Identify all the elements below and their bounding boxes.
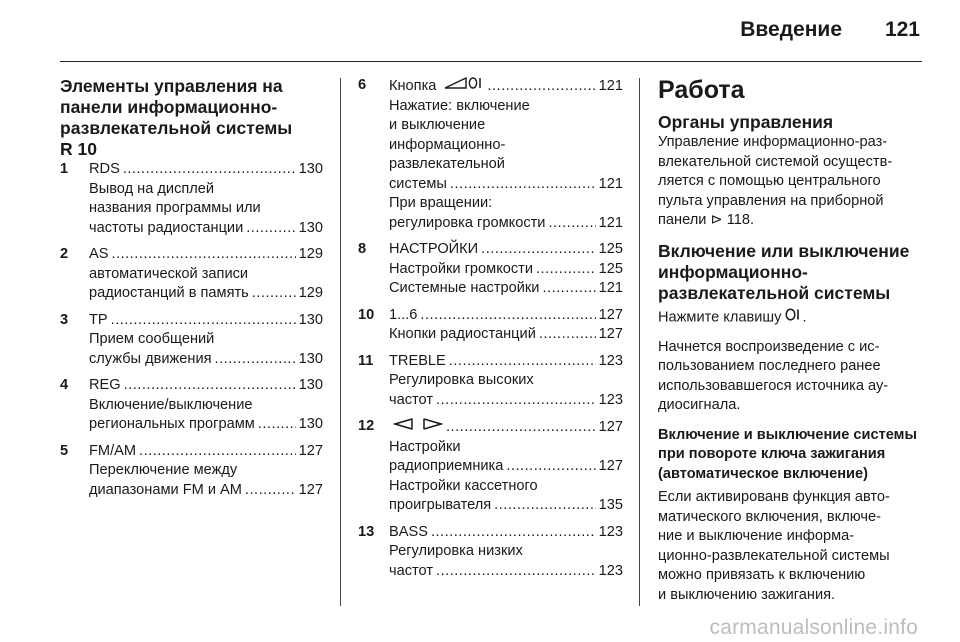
entry-text: названия программы или	[89, 200, 261, 216]
controls-paragraph: Управление информационно-раз- влекательной системой осуществ- ляется с помощью центрального пульта управления на приборной панели ⊳ 118.	[658, 134, 893, 228]
control-entry	[358, 417, 623, 516]
leader-dots	[506, 457, 595, 477]
entry-line	[89, 219, 323, 239]
leader-dots	[487, 77, 595, 97]
entry-text: развлекательной	[389, 156, 505, 172]
page-ref-link[interactable]: 130	[298, 161, 323, 177]
entry-text: Переключение между	[89, 462, 238, 478]
leader-dots	[215, 350, 296, 370]
leader-dots	[548, 214, 595, 234]
controls-section-title: Элементы управления на панели информационно- развлекательной системы R 10	[60, 76, 293, 159]
entry-line	[389, 496, 623, 516]
entry-text: Кнопки радиостанций	[389, 326, 536, 342]
auto-power-paragraph: Если активированв функция авто- матического включения, включе- ние и выключение информа- ционно-развлекательной системы можно привязать к включению и выключению зажигания.	[658, 489, 890, 603]
entry-text: регулировка громкости	[389, 214, 546, 231]
control-entry	[358, 352, 623, 411]
entry-text: TP	[89, 311, 108, 328]
page-ref-link[interactable]: 130	[298, 377, 323, 393]
leader-dots	[446, 418, 596, 438]
entry-line	[389, 371, 623, 391]
watermark: carmanualsonline.info	[709, 616, 918, 639]
control-entry	[60, 376, 323, 435]
entry-number: 11	[358, 352, 374, 369]
seek-arrows-icon	[393, 417, 443, 438]
entry-line	[89, 350, 323, 370]
entry-text: проигрывателя	[389, 497, 492, 513]
entry-text: Настройки кассетного	[389, 477, 538, 494]
entry-text: региональных программ	[89, 416, 255, 432]
page-ref-link[interactable]: 123	[598, 523, 623, 540]
entry-line	[389, 438, 623, 458]
entry-text: автоматической записи	[89, 265, 249, 282]
leader-dots	[449, 352, 596, 372]
page-ref-link[interactable]: 127	[598, 326, 623, 342]
control-entry	[60, 311, 323, 370]
entry-line	[389, 194, 623, 214]
page-ref-link[interactable]: 127	[298, 481, 323, 498]
leader-dots	[258, 415, 296, 435]
page-ref-link[interactable]: 123	[598, 352, 623, 369]
control-entry	[358, 240, 623, 299]
entry-text: Регулировка высоких	[389, 372, 534, 388]
entry-line	[89, 376, 323, 396]
entry-line	[389, 260, 623, 280]
operation-heading: Работа	[658, 76, 745, 104]
entry-number: 6	[358, 77, 367, 93]
entry-number: 1	[60, 161, 69, 177]
page-ref-link[interactable]: 135	[598, 497, 623, 513]
entry-number: 13	[358, 523, 375, 540]
entry-line	[389, 542, 623, 562]
control-entry	[60, 245, 323, 304]
controls-subheading: Органы управления	[658, 112, 834, 132]
entry-line	[389, 76, 623, 97]
leader-dots	[481, 240, 595, 260]
entry-text: частоты радиостанции	[89, 219, 244, 236]
entry-text: RDS	[89, 161, 120, 177]
entry-line	[389, 175, 623, 195]
playback-paragraph: Начнется воспроизведение с ис- пользованием последнего ранее использовавшегося источника ау- диосигнала.	[658, 338, 889, 414]
entry-number: 4	[60, 377, 69, 393]
entry-text: Прием сообщений	[89, 331, 215, 347]
entry-text: REG	[89, 377, 121, 393]
entry-line	[89, 284, 323, 304]
entry-line	[389, 417, 623, 438]
entry-line	[89, 396, 323, 416]
entry-text: FM/AM	[89, 442, 137, 459]
leader-dots	[436, 562, 596, 582]
leader-dots	[245, 481, 296, 501]
control-entry	[358, 523, 623, 582]
entry-text: радиостанций в память	[89, 285, 249, 301]
entry-line	[389, 279, 623, 299]
column-divider	[639, 78, 640, 606]
entry-text: AS	[89, 246, 109, 262]
control-entry	[60, 442, 323, 501]
leader-dots	[436, 391, 596, 411]
entry-text: Нажатие: включение	[389, 97, 530, 114]
control-entry	[358, 306, 623, 345]
page-ref-link[interactable]: 123	[598, 562, 623, 579]
entry-line	[89, 461, 323, 481]
page-ref-link[interactable]: 130	[298, 219, 323, 236]
page-ref-link[interactable]: 130	[298, 311, 323, 328]
left-column	[60, 76, 323, 507]
leader-dots	[450, 175, 596, 195]
entry-text: службы движения	[89, 350, 212, 367]
entry-line	[389, 352, 623, 372]
leader-dots	[246, 219, 295, 239]
entry-line	[89, 199, 323, 219]
entry-line	[89, 330, 323, 350]
leader-dots	[431, 523, 596, 543]
entry-text: Настройки громкости	[389, 260, 533, 277]
entry-text: BASS	[389, 523, 428, 540]
entry-line	[389, 116, 623, 136]
page-ref-link[interactable]: 127	[298, 442, 323, 459]
entry-line	[89, 265, 323, 285]
page-ref-link[interactable]: 130	[298, 416, 323, 432]
entry-text: радиоприемника	[389, 458, 504, 474]
entry-line	[89, 160, 323, 180]
leader-dots	[539, 325, 596, 345]
power-subheading: Включение или выключение информационно- развлекательной системы	[658, 240, 910, 303]
entry-text: и выключение	[389, 117, 486, 133]
entry-line	[389, 562, 623, 582]
entry-line	[89, 311, 323, 331]
entry-line	[89, 481, 323, 501]
entry-line	[389, 325, 623, 345]
page-ref-link[interactable]: 121	[598, 280, 623, 296]
page-ref-link[interactable]: 129	[298, 285, 323, 301]
entry-text: Кнопка	[389, 78, 437, 94]
entry-line	[89, 415, 323, 435]
control-entry	[60, 160, 323, 238]
page-number: 121	[884, 18, 920, 41]
entry-line	[389, 136, 623, 156]
entry-line	[389, 391, 623, 411]
column-divider	[340, 78, 341, 606]
page-ref-link[interactable]: 125	[598, 241, 623, 257]
entry-number: 10	[358, 306, 375, 323]
entry-text: Регулировка низких	[389, 543, 523, 559]
page-ref-link[interactable]: 127	[598, 306, 623, 323]
leader-dots	[536, 260, 596, 280]
auto-power-subheading: Включение и выключение системы при повороте ключа зажигания (автоматическое включение)	[658, 426, 917, 482]
entry-number: 12	[358, 418, 375, 434]
entry-line	[389, 97, 623, 117]
left-entries-list	[60, 160, 323, 500]
leader-dots	[123, 160, 296, 180]
entry-text: информационно-	[389, 136, 506, 153]
entry-number: 3	[60, 311, 69, 328]
entry-text: TREBLE	[389, 352, 446, 369]
entry-number: 2	[60, 246, 69, 262]
entry-line	[89, 245, 323, 265]
page-ref-link[interactable]: 130	[298, 350, 323, 367]
leader-dots	[542, 279, 595, 299]
middle-column	[358, 76, 623, 588]
page-ref-link[interactable]: 121	[598, 78, 623, 94]
page-ref-link[interactable]: 121	[598, 175, 623, 192]
leader-dots	[111, 245, 295, 265]
entry-text: частот	[389, 562, 434, 579]
entry-text: частот	[389, 391, 434, 408]
entry-number: 5	[60, 442, 69, 459]
entry-line	[389, 240, 623, 260]
leader-dots	[252, 284, 296, 304]
leader-dots	[111, 311, 296, 331]
entry-line	[389, 155, 623, 175]
page-ref-link[interactable]: 125	[598, 260, 623, 277]
leader-dots	[124, 376, 296, 396]
page-ref-link[interactable]: 129	[298, 246, 323, 262]
entry-text: Включение/выключение	[89, 396, 253, 413]
reference-arrow-icon: ⊳	[710, 212, 723, 228]
volume-power-icon	[444, 76, 484, 97]
entry-text: При вращении:	[389, 195, 493, 211]
page-ref-link[interactable]: 123	[598, 391, 623, 408]
entry-text: Вывод на дисплей	[89, 180, 215, 197]
entry-text: 1...6	[389, 306, 418, 323]
control-entry	[358, 76, 623, 233]
middle-entries-list	[358, 76, 623, 581]
entry-line	[389, 306, 623, 326]
page-ref-link[interactable]: 121	[598, 214, 623, 231]
entry-line	[389, 457, 623, 477]
page-ref-link[interactable]: 127	[598, 419, 623, 435]
entry-line	[389, 214, 623, 234]
power-icon	[785, 308, 802, 328]
entry-text: системы	[389, 175, 447, 192]
entry-text: Настройки	[389, 438, 461, 455]
entry-text: НАСТРОЙКИ	[389, 241, 479, 257]
leader-dots	[139, 442, 296, 462]
entry-text: Системные настройки	[389, 280, 540, 296]
entry-line	[89, 442, 323, 462]
entry-text: диапазонами FM и AM	[89, 481, 242, 498]
page-ref-link[interactable]: 127	[598, 458, 623, 474]
page-header	[60, 0, 922, 62]
leader-dots	[494, 496, 595, 516]
entry-line	[389, 523, 623, 543]
section-title: Введение	[740, 18, 842, 41]
leader-dots	[420, 306, 595, 326]
entry-line	[389, 477, 623, 497]
entry-line	[89, 180, 323, 200]
press-key-paragraph: Нажмите клавишу .	[658, 309, 807, 326]
right-column	[658, 76, 926, 605]
entry-number: 8	[358, 241, 367, 257]
